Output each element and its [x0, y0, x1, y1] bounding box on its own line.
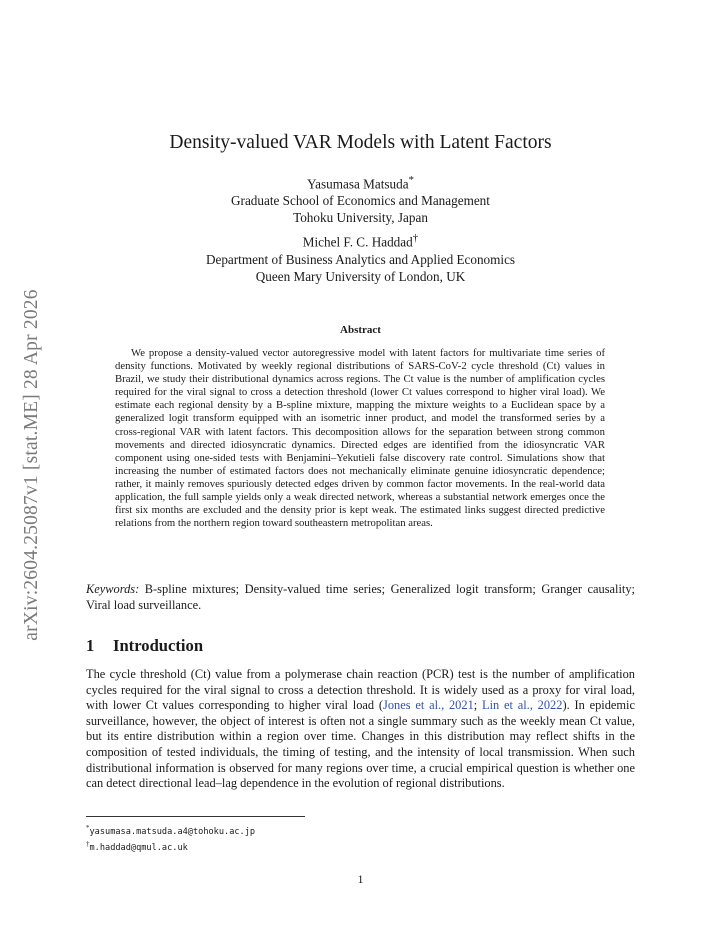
author-1-affiliation-line-2: Tohoku University, Japan	[293, 210, 428, 226]
footnote-divider	[86, 816, 305, 817]
footnote-2-email: m.haddad@qmul.ac.uk	[89, 843, 188, 854]
abstract-text: We propose a density-valued vector autoregressive model with latent factors for multivariate time series of density functions. Motivated by weekly regional distributions of SARS-CoV-2 cycle threshold (Ct) values in Brazil, we study their distributional dynamics across regions. The Ct value is the number of amplification cycles required for the viral signal to cross a detection threshold (lower Ct values correspond to higher viral load). We estimate each regional density by a B-spline mixture, mapping the mixture weights to a Euclidean space by a generalized logit transform equipped with an isometric inner product, and model the transformed series by a cross-regional VAR with latent factors. This decomposition allows for the separation between strong common movements and directed idiosyncratic dynamics. Directed edges are identified from the idiosyncratic VAR component using one-sided tests with Benjamini–Yekutieli false discovery rate control. Simulations show that increasing the number of estimated factors does not mechanically eliminate genuine idiosyncratic dependence; rather, it mainly removes spuriously detected edges driven by common factor movements. In the real-world data application, the full sample yields only a weak directed network, whereas a substantial network emerges once the first six months are excluded and the density prior is kept weak. The estimated links suggest directed predictive relations from the northern region toward southeastern metropolitan areas.	[115, 347, 605, 530]
paragraph-text-part-1: The cycle threshold (Ct) value from a polymerase chain reaction (PCR) test is the number of amplification cycles required for the viral signal to cross a detection threshold. It is widely used as a proxy for viral load, with lower Ct values corresponding to higher viral load (	[86, 667, 635, 713]
author-2-name: Michel F. C. Haddad	[302, 234, 413, 250]
footnote-1-mark: *	[86, 824, 90, 832]
author-2-affiliation-line-2: Queen Mary University of London, UK	[255, 268, 466, 284]
section-title: Introduction	[113, 636, 204, 655]
author-1-name: Yasumasa Matsuda	[306, 176, 409, 192]
author-1	[86, 172, 635, 192]
citation-link-lin[interactable]: Lin et al., 2022	[482, 698, 563, 713]
keywords	[86, 582, 635, 613]
author-2-affiliation-line-1: Department of Business Analytics and Applied Economics	[205, 251, 516, 267]
citation-link-jones[interactable]: Jones et al., 2021	[383, 698, 474, 713]
footnotes	[86, 822, 255, 855]
footnote-2	[86, 838, 255, 854]
keywords-label: Keywords:	[86, 582, 140, 596]
section-heading-introduction	[86, 636, 203, 656]
abstract-heading: Abstract	[340, 324, 381, 336]
page-number: 1	[357, 872, 364, 886]
footnote-1	[86, 822, 255, 838]
section-number: 1	[86, 636, 95, 655]
paper-title: Density-valued VAR Models with Latent Factors	[169, 132, 552, 153]
arxiv-identifier-stamp	[20, 250, 44, 680]
paragraph-text-part-2: ). In epidemic surveillance, however, the object of interest is often not a single summary such as the weekly mean Ct value, but its entire distribution within a region over time. Changes in this distribution may reflect shifts in the composition of tested individuals, the timing of testing, and the intensity of local transmission. When such distributional information is observed for many regions over time, a crucial empirical question is whether one can detect directional lead–lag dependence in the evolution of regional distributions.	[86, 698, 635, 791]
introduction-paragraph	[86, 667, 635, 792]
author-2	[86, 230, 635, 250]
footnote-2-mark: †	[86, 840, 90, 849]
author-2-mark: †	[412, 232, 419, 245]
keywords-text: B-spline mixtures; Density-valued time series; Generalized logit transform; Granger causality; Viral load surveillance.	[86, 582, 635, 612]
author-1-affiliation-line-1: Graduate School of Economics and Management	[231, 193, 490, 209]
footnote-1-email: yasumasa.matsuda.a4@tohoku.ac.jp	[89, 826, 256, 837]
arxiv-identifier-text: arXiv:2604.25087v1 [stat.ME] 28 Apr 2026	[21, 289, 42, 641]
author-1-mark: *	[408, 174, 415, 186]
author-block	[86, 172, 635, 285]
citation-separator: ;	[473, 698, 483, 713]
